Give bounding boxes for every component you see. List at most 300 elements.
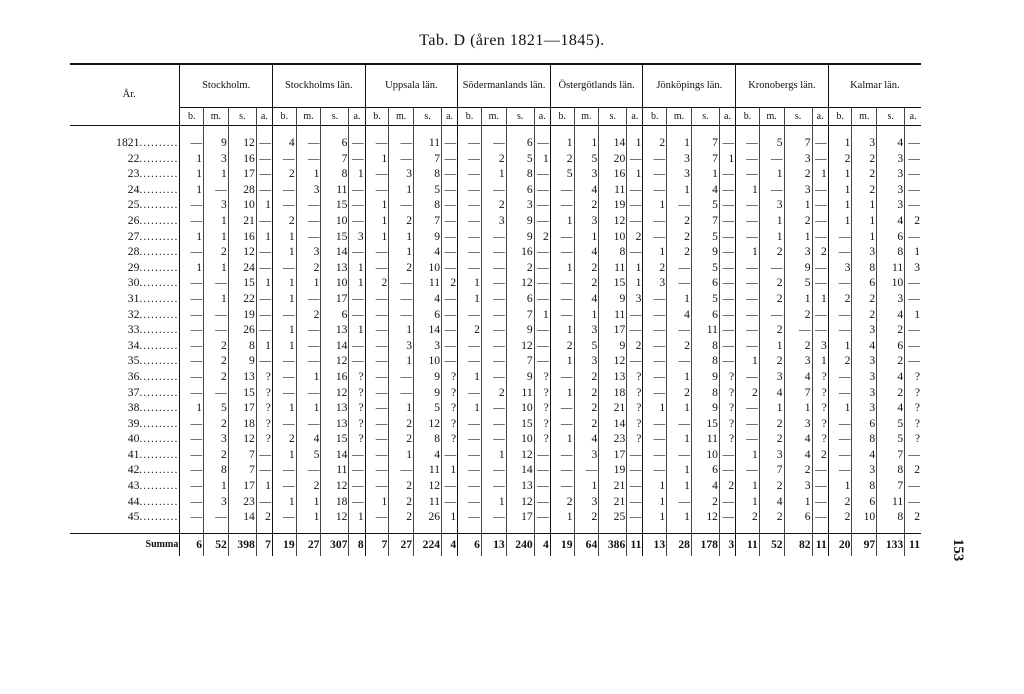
table-cell: 8: [877, 244, 905, 260]
table-cell: 2: [828, 353, 852, 369]
table-cell: —: [905, 478, 921, 494]
table-row: [70, 260, 921, 276]
table-cell: ?: [256, 431, 272, 447]
table-cell: 3: [204, 197, 229, 213]
sub-header: s.: [877, 108, 905, 126]
table-cell: —: [905, 338, 921, 354]
table-cell: —: [365, 385, 389, 401]
spacer-cell: [736, 525, 760, 534]
table-cell: 2: [667, 338, 692, 354]
table-cell: —: [296, 151, 321, 167]
table-cell: 10: [877, 275, 905, 291]
table-cell: 1: [759, 229, 784, 245]
table-cell: —: [180, 244, 204, 260]
table-cell: —: [905, 353, 921, 369]
table-cell: 4: [852, 338, 877, 354]
table-cell: —: [627, 213, 643, 229]
table-cell: —: [719, 229, 735, 245]
table-cell: —: [296, 353, 321, 369]
table-cell: 4: [784, 431, 812, 447]
table-cell: —: [389, 307, 414, 323]
table-cell: 9: [414, 385, 442, 401]
table-cell: 3: [481, 213, 506, 229]
table-cell: 3: [852, 369, 877, 385]
table-cell: ?: [534, 369, 550, 385]
table-cell: 1: [550, 509, 574, 525]
sub-header: b.: [458, 108, 482, 126]
table-cell: 1: [643, 244, 667, 260]
table-cell: 1: [691, 166, 719, 182]
table-cell: 2: [389, 431, 414, 447]
table-cell: 52: [204, 533, 229, 556]
table-cell: —: [736, 213, 760, 229]
table-row: [70, 135, 921, 151]
table-cell: 17: [228, 400, 256, 416]
sub-header: s.: [506, 108, 534, 126]
table-cell: 1: [719, 151, 735, 167]
spacer-cell: [365, 126, 389, 136]
sub-header: a.: [256, 108, 272, 126]
table-cell: ?: [719, 400, 735, 416]
table-cell: 12: [691, 509, 719, 525]
table-cell: 11: [414, 275, 442, 291]
table-cell: 3: [877, 197, 905, 213]
table-cell: —: [349, 447, 365, 463]
table-cell: 6: [180, 533, 204, 556]
table-cell: —: [349, 478, 365, 494]
table-cell: —: [905, 322, 921, 338]
spacer-cell: [506, 126, 534, 136]
table-cell: 12: [599, 213, 627, 229]
leader-dots: ..........: [139, 198, 179, 212]
table-cell: 4: [414, 291, 442, 307]
table-cell: 2: [852, 166, 877, 182]
table-cell: —: [272, 151, 296, 167]
table-cell: 1: [550, 322, 574, 338]
table-cell: 1: [784, 291, 812, 307]
table-cell: 1: [550, 260, 574, 276]
table-cell: 1: [905, 244, 921, 260]
table-cell: 21: [599, 400, 627, 416]
table-cell: 5: [414, 182, 442, 198]
sub-header: m.: [204, 108, 229, 126]
table-cell: —: [296, 197, 321, 213]
table-cell: ?: [442, 431, 458, 447]
spacer-cell: [506, 525, 534, 534]
table-cell: 1: [736, 478, 760, 494]
table-cell: 1: [905, 307, 921, 323]
table-cell: 28: [667, 533, 692, 556]
table-cell: —: [905, 275, 921, 291]
table-cell: 3: [349, 229, 365, 245]
table-cell: ?: [905, 400, 921, 416]
table-cell: —: [204, 307, 229, 323]
table-cell: —: [736, 260, 760, 276]
table-cell: —: [256, 166, 272, 182]
table-cell: 3: [643, 275, 667, 291]
table-cell: —: [296, 322, 321, 338]
table-cell: 7: [784, 135, 812, 151]
table-cell: 12: [414, 416, 442, 432]
table-cell: —: [719, 447, 735, 463]
table-cell: —: [736, 275, 760, 291]
table-cell: ?: [812, 369, 828, 385]
table-cell: —: [719, 338, 735, 354]
table-cell: 14: [321, 338, 349, 354]
spacer-cell: [296, 525, 321, 534]
table-header: [70, 64, 921, 126]
spacer-cell: [70, 126, 180, 136]
table-cell: —: [296, 462, 321, 478]
table-cell: —: [481, 275, 506, 291]
table-cell: 178: [691, 533, 719, 556]
table-cell: 1: [736, 494, 760, 510]
table-cell: 1: [272, 322, 296, 338]
table-cell: —: [180, 431, 204, 447]
leader-dots: ..........: [139, 463, 179, 477]
table-cell: 3: [852, 244, 877, 260]
leader-dots: ..........: [139, 291, 179, 305]
spacer-cell: [389, 126, 414, 136]
table-cell: 1: [550, 385, 574, 401]
leader-dots: ..........: [139, 229, 179, 243]
table-cell: 8: [691, 353, 719, 369]
year-value: 39: [127, 416, 140, 430]
table-cell: 12: [506, 447, 534, 463]
table-cell: —: [534, 135, 550, 151]
table-cell: 4: [574, 291, 599, 307]
table-cell: ?: [442, 369, 458, 385]
spacer-cell: [719, 126, 735, 136]
table-cell: 17: [599, 447, 627, 463]
table-cell: —: [719, 166, 735, 182]
table-cell: 9: [599, 338, 627, 354]
spacer-cell: [759, 525, 784, 534]
table-cell: 1: [828, 135, 852, 151]
table-cell: 3: [574, 166, 599, 182]
table-cell: —: [627, 353, 643, 369]
table-cell: —: [296, 135, 321, 151]
table-cell: ?: [256, 369, 272, 385]
table-cell: 2: [812, 447, 828, 463]
table-cell: —: [719, 260, 735, 276]
spacer-cell: [534, 126, 550, 136]
spacer-cell: [442, 525, 458, 534]
table-cell: —: [349, 291, 365, 307]
table-cell: —: [365, 400, 389, 416]
table-cell: 19: [599, 197, 627, 213]
table-cell: —: [719, 462, 735, 478]
table-cell: 1: [828, 166, 852, 182]
table-cell: 16: [506, 244, 534, 260]
table-row: [70, 462, 921, 478]
spacer-cell: [458, 525, 482, 534]
spacer-cell: [204, 126, 229, 136]
table-cell: 224: [414, 533, 442, 556]
table-cell: —: [643, 291, 667, 307]
table-cell: 24: [228, 260, 256, 276]
table-cell: —: [481, 338, 506, 354]
sub-header: m.: [759, 108, 784, 126]
table-cell: —: [719, 509, 735, 525]
table-cell: 18: [321, 494, 349, 510]
table-cell: —: [643, 416, 667, 432]
year-value: 33: [127, 323, 140, 337]
table-cell: 3: [759, 447, 784, 463]
table-cell: —: [627, 322, 643, 338]
spacer-cell: [70, 525, 180, 534]
table-cell: 9: [599, 291, 627, 307]
table-cell: —: [256, 151, 272, 167]
table-cell: —: [458, 260, 482, 276]
table-cell: 7: [256, 533, 272, 556]
year-value: 22: [127, 151, 140, 165]
table-row: [70, 182, 921, 198]
table-cell: ?: [442, 385, 458, 401]
county-header: Kalmar län.: [828, 64, 921, 108]
year-label: [70, 135, 180, 151]
table-cell: —: [256, 494, 272, 510]
table-cell: —: [667, 322, 692, 338]
table-cell: 2: [784, 462, 812, 478]
table-cell: —: [812, 182, 828, 198]
sub-header: b.: [643, 108, 667, 126]
table-cell: —: [534, 213, 550, 229]
table-cell: —: [812, 197, 828, 213]
table-cell: —: [534, 338, 550, 354]
table-cell: —: [458, 494, 482, 510]
table-cell: 1: [643, 197, 667, 213]
table-cell: —: [812, 213, 828, 229]
table-cell: 9: [784, 260, 812, 276]
table-cell: 16: [228, 229, 256, 245]
table-cell: 1: [180, 166, 204, 182]
table-cell: —: [627, 151, 643, 167]
table-cell: 3: [574, 447, 599, 463]
table-cell: —: [550, 447, 574, 463]
table-cell: —: [736, 369, 760, 385]
table-cell: —: [442, 322, 458, 338]
table-cell: 15: [228, 275, 256, 291]
table-cell: 1: [389, 244, 414, 260]
table-cell: 2: [627, 338, 643, 354]
table-cell: —: [365, 431, 389, 447]
table-cell: —: [272, 478, 296, 494]
table-cell: 2: [550, 494, 574, 510]
table-cell: —: [759, 260, 784, 276]
spacer-cell: [667, 525, 692, 534]
table-cell: 307: [321, 533, 349, 556]
table-cell: 1: [204, 229, 229, 245]
sub-header: m.: [667, 108, 692, 126]
table-cell: 2: [759, 431, 784, 447]
table-cell: 1: [643, 400, 667, 416]
table-cell: 16: [321, 369, 349, 385]
table-cell: 1: [667, 400, 692, 416]
table-cell: 2: [272, 431, 296, 447]
table-cell: 14: [228, 509, 256, 525]
table-cell: 1: [365, 213, 389, 229]
table-cell: —: [828, 431, 852, 447]
table-cell: 2: [506, 260, 534, 276]
table-cell: —: [550, 275, 574, 291]
table-cell: ?: [442, 400, 458, 416]
table-cell: 1: [812, 353, 828, 369]
table-cell: 5: [691, 197, 719, 213]
table-cell: 11: [905, 533, 921, 556]
table-cell: —: [458, 509, 482, 525]
table-cell: 1: [736, 182, 760, 198]
table-cell: 2: [852, 182, 877, 198]
table-cell: —: [905, 291, 921, 307]
table-cell: 1: [574, 478, 599, 494]
table-cell: 3: [852, 462, 877, 478]
table-cell: —: [643, 369, 667, 385]
table-cell: —: [458, 338, 482, 354]
table-cell: 3: [574, 213, 599, 229]
year-value: 26: [127, 213, 140, 227]
table-cell: ?: [534, 431, 550, 447]
table-cell: 1: [627, 135, 643, 151]
table-cell: 3: [877, 166, 905, 182]
table-cell: —: [736, 400, 760, 416]
table-cell: 2: [759, 478, 784, 494]
table-cell: 1: [627, 275, 643, 291]
table-cell: 14: [321, 447, 349, 463]
table-cell: 2: [667, 244, 692, 260]
table-cell: 2: [204, 353, 229, 369]
sub-header: a.: [627, 108, 643, 126]
table-cell: 1: [349, 322, 365, 338]
table-cell: 13: [481, 533, 506, 556]
table-cell: 1: [296, 400, 321, 416]
table-cell: 21: [599, 494, 627, 510]
table-cell: 2: [759, 291, 784, 307]
table-cell: 1: [389, 182, 414, 198]
table-cell: 4: [574, 244, 599, 260]
spacer-cell: [534, 525, 550, 534]
table-cell: —: [643, 307, 667, 323]
table-cell: 3: [905, 260, 921, 276]
table-cell: —: [784, 322, 812, 338]
year-value: 24: [127, 182, 140, 196]
table-cell: 2: [389, 260, 414, 276]
table-cell: 1: [784, 197, 812, 213]
table-cell: —: [643, 447, 667, 463]
table-cell: —: [365, 166, 389, 182]
spacer-cell: [691, 525, 719, 534]
table-cell: —: [667, 275, 692, 291]
spacer-cell: [204, 525, 229, 534]
table-cell: —: [627, 197, 643, 213]
table-cell: 1: [256, 275, 272, 291]
table-cell: 3: [784, 416, 812, 432]
table-cell: 6: [506, 182, 534, 198]
table-cell: —: [389, 197, 414, 213]
table-cell: —: [349, 182, 365, 198]
table-cell: 9: [414, 369, 442, 385]
spacer-cell: [228, 126, 256, 136]
table-cell: 3: [296, 244, 321, 260]
table-cell: —: [458, 197, 482, 213]
table-cell: 2: [389, 213, 414, 229]
summa-row: [70, 533, 921, 556]
spacer-row: [70, 126, 921, 136]
table-cell: —: [389, 291, 414, 307]
table-cell: —: [349, 135, 365, 151]
table-cell: 11: [321, 462, 349, 478]
table-cell: 2: [365, 275, 389, 291]
sub-header: m.: [389, 108, 414, 126]
table-cell: 2: [759, 275, 784, 291]
table-cell: 1: [180, 182, 204, 198]
table-cell: 3: [506, 197, 534, 213]
table-cell: —: [828, 275, 852, 291]
table-cell: —: [272, 385, 296, 401]
table-cell: 4: [574, 182, 599, 198]
spacer-cell: [828, 525, 852, 534]
table-cell: —: [442, 151, 458, 167]
table-cell: 3: [389, 338, 414, 354]
table-cell: 3: [667, 151, 692, 167]
sub-header: b.: [550, 108, 574, 126]
table-cell: —: [389, 151, 414, 167]
table-cell: 5: [296, 447, 321, 463]
table-cell: 2: [877, 353, 905, 369]
sub-header: s.: [321, 108, 349, 126]
table-cell: 9: [228, 353, 256, 369]
table-cell: 1: [759, 400, 784, 416]
table-cell: —: [719, 213, 735, 229]
table-cell: 1: [272, 338, 296, 354]
table-cell: 10: [321, 213, 349, 229]
table-cell: 4: [691, 478, 719, 494]
spacer-cell: [321, 525, 349, 534]
spacer-cell: [481, 126, 506, 136]
table-cell: —: [349, 213, 365, 229]
table-cell: —: [256, 244, 272, 260]
table-row: [70, 416, 921, 432]
table-cell: 3: [204, 151, 229, 167]
table-cell: 1: [389, 353, 414, 369]
spacer-cell: [349, 525, 365, 534]
table-cell: 1: [828, 197, 852, 213]
year-label: [70, 353, 180, 369]
table-cell: 1: [643, 494, 667, 510]
table-cell: 1: [627, 166, 643, 182]
table-cell: —: [256, 447, 272, 463]
table-cell: 13: [643, 533, 667, 556]
table-cell: —: [349, 338, 365, 354]
year-value: 28: [127, 245, 140, 259]
sub-header: b.: [272, 108, 296, 126]
table-cell: —: [481, 509, 506, 525]
table-cell: 8: [414, 431, 442, 447]
table-cell: —: [180, 447, 204, 463]
table-cell: 11: [691, 322, 719, 338]
table-cell: —: [458, 166, 482, 182]
table-cell: 2: [905, 213, 921, 229]
table-cell: 26: [414, 509, 442, 525]
table-cell: —: [442, 494, 458, 510]
table-cell: 2: [574, 416, 599, 432]
table-cell: 2: [458, 322, 482, 338]
table-cell: 2: [550, 338, 574, 354]
table-cell: 1: [180, 229, 204, 245]
table-cell: 1: [481, 166, 506, 182]
table-cell: 2: [643, 135, 667, 151]
year-value: 32: [127, 307, 140, 321]
